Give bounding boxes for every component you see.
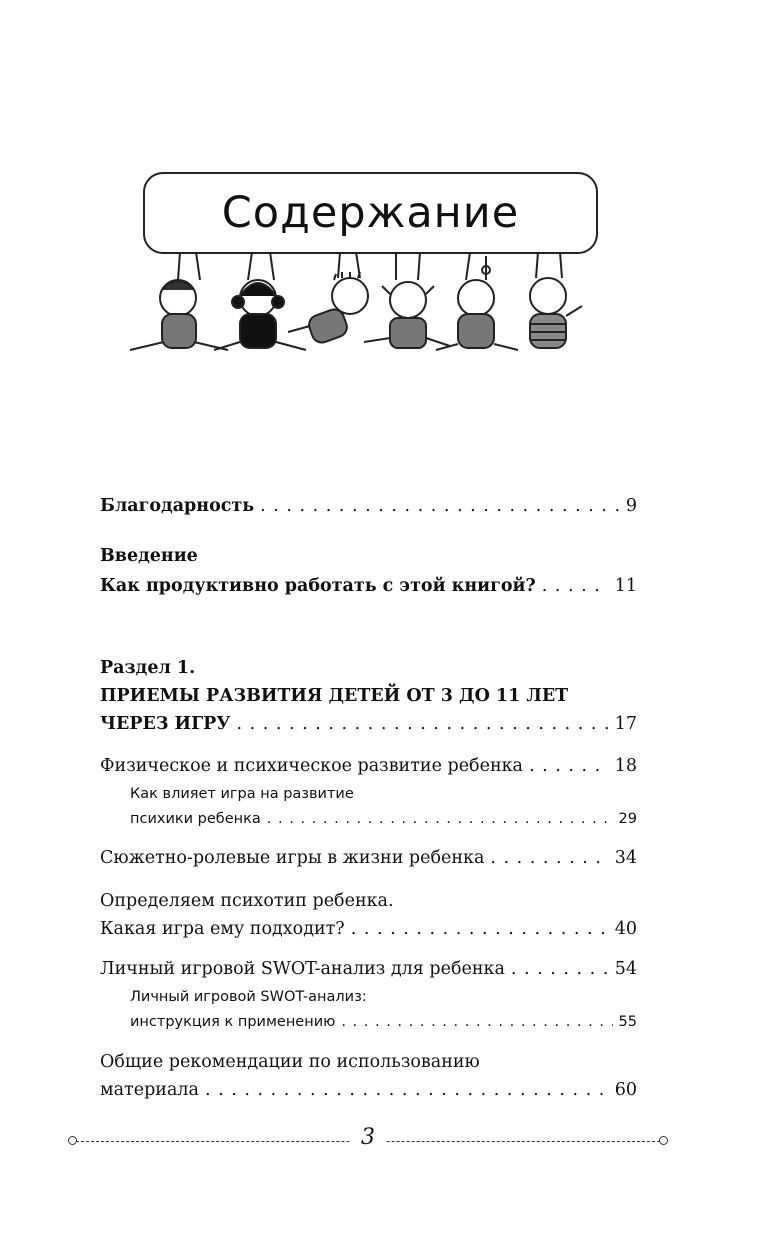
- toc-page-number: 34: [614, 848, 637, 868]
- toc-entry-title: Личный игровой SWOT-анализ для ребенка: [100, 959, 505, 979]
- page-footer: [68, 1125, 668, 1150]
- toc-entry-section1[interactable]: [100, 713, 637, 735]
- section-title: ЧЕРЕЗ ИГРУ: [100, 714, 231, 734]
- dot-leader: [267, 808, 613, 830]
- toc-page-number: 55: [618, 1014, 637, 1030]
- page-number: 3: [350, 1125, 386, 1150]
- toc-subentry-title: Личный игровой SWOT-анализ:: [130, 989, 367, 1005]
- toc-page-number: 9: [625, 496, 637, 516]
- toc-subentry-title: Как влияет игра на развитие: [130, 786, 354, 802]
- toc-entry-recommendations[interactable]: [100, 1079, 637, 1101]
- section-title: ПРИЕМЫ РАЗВИТИЯ ДЕТЕЙ ОТ 3 ДО 11 ЛЕТ: [100, 686, 569, 706]
- dot-leader: [205, 1079, 609, 1101]
- title-banner: [143, 172, 598, 254]
- toc-entry-title: Благодарность: [100, 496, 255, 516]
- toc-entry-intro-label: [100, 545, 637, 567]
- toc-subentry-line1: [130, 783, 637, 805]
- circle-ornament-icon: [659, 1136, 668, 1145]
- toc-subentry-title: психики ребенка: [130, 811, 261, 827]
- dot-leader: [260, 495, 620, 517]
- section-title-line1: [100, 685, 637, 707]
- toc-entry-title: Как продуктивно работать с этой книгой?: [100, 576, 536, 596]
- child-figure-3: [288, 252, 368, 345]
- dot-leader: [511, 958, 609, 980]
- children-illustration: [120, 250, 600, 370]
- toc-subentry-line1: [130, 986, 637, 1008]
- child-figure-6: [530, 252, 582, 348]
- toc-entry-swot[interactable]: [100, 958, 637, 980]
- child-figure-5: [436, 252, 518, 350]
- toc-entry-intro[interactable]: [100, 575, 637, 597]
- toc-page-number: 29: [618, 811, 637, 827]
- toc-subentry-game-influence[interactable]: [130, 808, 637, 830]
- dot-leader: [529, 755, 609, 777]
- toc-page-number: 18: [614, 756, 637, 776]
- page-title: Содержание: [221, 188, 520, 238]
- toc-entry-title: Введение: [100, 546, 198, 566]
- circle-ornament-icon: [68, 1136, 77, 1145]
- toc-entry-gratitude[interactable]: [100, 495, 637, 517]
- child-figure-1: [130, 252, 228, 350]
- toc-entry-title: Определяем психотип ребенка.: [100, 891, 394, 911]
- toc-entry-recommendations-line1: [100, 1051, 637, 1073]
- toc-entry-title: Общие рекомендации по использованию: [100, 1052, 480, 1072]
- toc-entry-physical-development[interactable]: [100, 755, 637, 777]
- section-label: [100, 657, 637, 679]
- toc-page-number: 40: [614, 919, 637, 939]
- toc-subentry-title: инструкция к применению: [130, 1014, 336, 1030]
- child-figure-4: [364, 252, 450, 348]
- toc-entry-title: Физическое и психическое развитие ребенка: [100, 756, 523, 776]
- toc-entry-title: материала: [100, 1080, 199, 1100]
- section-number: Раздел 1.: [100, 658, 196, 678]
- toc-page-number: 60: [614, 1080, 637, 1100]
- toc-page-number: 17: [614, 714, 637, 734]
- dot-leader: [237, 713, 609, 735]
- dot-leader: [351, 918, 609, 940]
- toc-entry-role-play[interactable]: [100, 847, 637, 869]
- dot-leader: [341, 1011, 612, 1033]
- dot-leader: [542, 575, 609, 597]
- toc-subentry-swot-instructions[interactable]: [130, 1011, 637, 1033]
- toc-entry-psychotype-line1: [100, 890, 637, 912]
- toc-entry-title: Сюжетно-ролевые игры в жизни ребенка: [100, 848, 485, 868]
- child-figure-2: [214, 252, 306, 350]
- toc-page-number: 54: [614, 959, 637, 979]
- toc-page-number: 11: [614, 576, 637, 596]
- dot-leader: [490, 847, 608, 869]
- toc-entry-psychotype[interactable]: [100, 918, 637, 940]
- toc-entry-title: Какая игра ему подходит?: [100, 919, 345, 939]
